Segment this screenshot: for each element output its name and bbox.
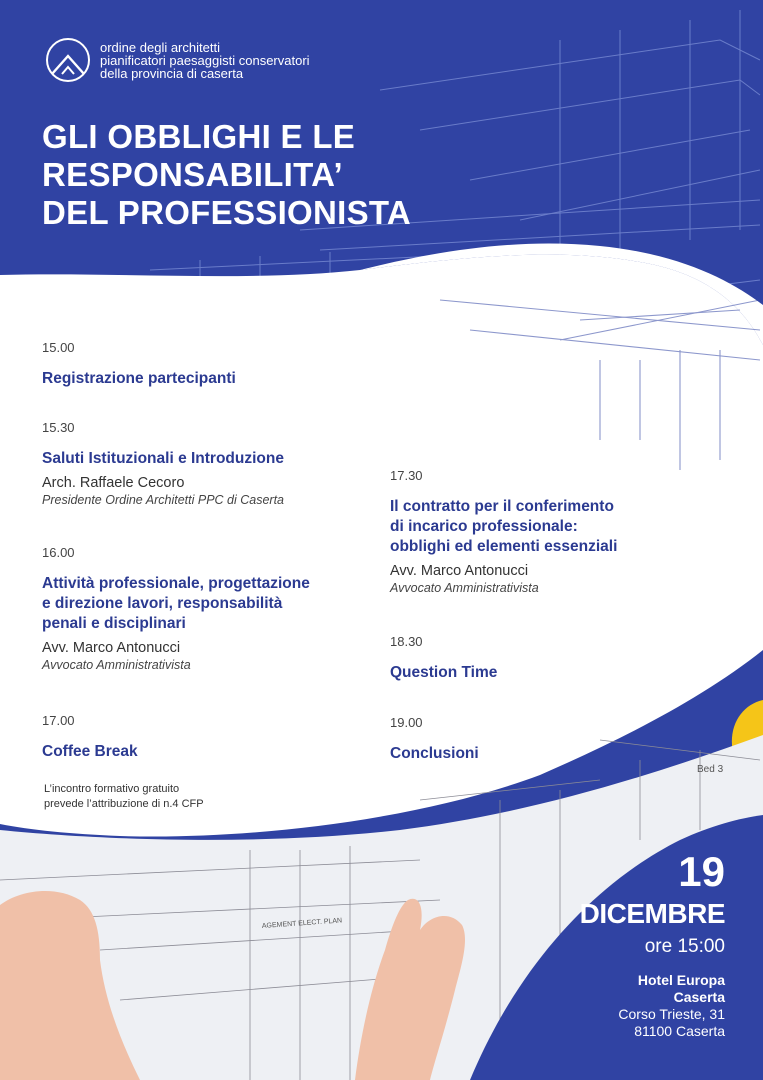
program-title: Registrazione partecipanti bbox=[42, 370, 236, 387]
program-item bbox=[390, 715, 479, 764]
logo-icon bbox=[44, 36, 92, 84]
event-title bbox=[42, 118, 411, 232]
program-title bbox=[390, 497, 617, 557]
title-line-1: GLI OBBLIGHI E LE bbox=[42, 118, 356, 155]
logo-line-2: pianificatori paesaggisti conservatori bbox=[100, 52, 310, 68]
logo-text bbox=[100, 41, 310, 80]
program-time: 17.30 bbox=[390, 468, 423, 483]
title-line-3: DEL PROFESSIONISTA bbox=[42, 194, 412, 231]
note-line-2: prevede l’attribuzione di n.4 CFP bbox=[44, 798, 204, 810]
plan-label: AGEMENT ELECT. PLAN bbox=[261, 917, 343, 930]
logo-line-3: della provincia di caserta bbox=[100, 65, 244, 81]
venue-address: Corso Trieste, 31 bbox=[618, 1006, 725, 1022]
program-time: 15.00 bbox=[42, 340, 75, 355]
title-line-2: RESPONSABILITA’ bbox=[42, 156, 343, 193]
program-item bbox=[42, 545, 310, 672]
venue-name: Hotel Europa bbox=[637, 972, 725, 988]
program-item bbox=[42, 713, 138, 762]
program-role: Presidente Ordine Architetti PPC di Caserta bbox=[42, 493, 285, 507]
program-title-line: obblighi ed elementi essenziali bbox=[390, 538, 618, 555]
logo bbox=[44, 36, 310, 84]
event-day: 19 bbox=[678, 848, 725, 895]
program-time: 16.00 bbox=[42, 545, 75, 560]
event-hour: ore 15:00 bbox=[644, 936, 725, 957]
program-item bbox=[390, 634, 497, 683]
venue-city: Caserta bbox=[673, 989, 725, 1005]
program-item bbox=[390, 468, 617, 595]
program-role: Avvocato Amministrativista bbox=[42, 658, 191, 672]
program-speaker: Avv. Marco Antonucci bbox=[390, 563, 529, 579]
program-role: Avvocato Amministrativista bbox=[390, 581, 539, 595]
program-title: Saluti Istituzionali e Introduzione bbox=[42, 450, 284, 467]
program-time: 17.00 bbox=[42, 713, 75, 728]
program-title bbox=[42, 574, 310, 634]
venue-postcode: 81100 Caserta bbox=[634, 1023, 725, 1039]
program-time: 15.30 bbox=[42, 420, 75, 435]
logo-line-1: ordine degli architetti bbox=[100, 39, 220, 55]
event-month: DICEMBRE bbox=[579, 898, 725, 929]
program-title: Conclusioni bbox=[390, 745, 479, 762]
program-item bbox=[42, 420, 284, 507]
program-title-line: Il contratto per il conferimento bbox=[390, 498, 614, 515]
program-speaker: Arch. Raffaele Cecoro bbox=[42, 475, 185, 491]
program-title-line: Attività professionale, progettazione bbox=[42, 575, 310, 592]
program-title: Coffee Break bbox=[42, 743, 138, 760]
program-item bbox=[42, 340, 236, 389]
program-title-line: di incarico professionale: bbox=[390, 518, 578, 535]
program-title-line: penali e disciplinari bbox=[42, 615, 186, 632]
note-line-1: L’incontro formativo gratuito bbox=[44, 783, 180, 795]
program-title-line: e direzione lavori, responsabilità bbox=[42, 595, 283, 612]
bed-label: Bed 3 bbox=[697, 764, 724, 775]
program-title: Question Time bbox=[390, 664, 498, 681]
program-time: 18.30 bbox=[390, 634, 423, 649]
cfp-note bbox=[44, 782, 204, 812]
program-time: 19.00 bbox=[390, 715, 423, 730]
program-speaker: Avv. Marco Antonucci bbox=[42, 640, 181, 656]
event-date-venue bbox=[580, 848, 725, 1040]
